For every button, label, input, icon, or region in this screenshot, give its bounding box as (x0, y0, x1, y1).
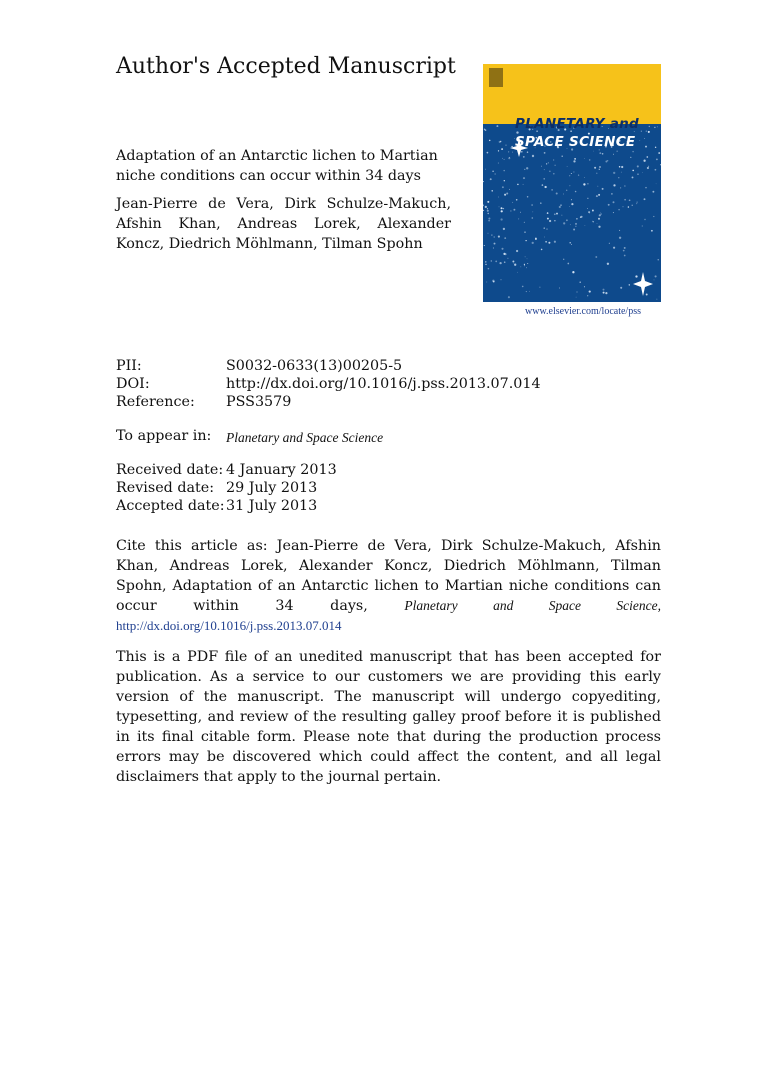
journal-name: Planetary and Space Science (226, 430, 384, 445)
received-date-value: 4 January 2013 (226, 462, 337, 478)
doi-value[interactable]: http://dx.doi.org/10.1016/j.pss.2013.07.014 (226, 376, 541, 392)
citation-text: Cite this article as: Jean-Pierre de Vera, Dirk Schulze-Makuch, Afshin Khan, Andreas Lorek, Alexander Koncz, Diedrich Möhlmann, Tilman Spohn, Adaptation of an Antarctic lichen to Martian niche conditions can occur within 34 days, (116, 538, 661, 614)
appear-in-label: To appear in: (116, 428, 212, 444)
citation-journal: Planetary and Space Science, (404, 598, 661, 613)
journal-cover-image (483, 64, 661, 302)
doi-label: DOI: (116, 376, 150, 392)
citation-paragraph (116, 536, 661, 636)
pii-label: PII: (116, 358, 142, 374)
disclaimer-paragraph: This is a PDF file of an unedited manuscript that has been accepted for publication. As a service to our customers we are providing this early version of the manuscript. The manuscript will undergo copyediting, typesetting, and review of the resulting galley proof before it is published in its final citable form. Please note that during the production process errors may be discovered which could affect the content, and all legal disclaimers that apply to the journal pertain. (116, 649, 661, 785)
reference-value: PSS3579 (226, 394, 292, 410)
cover-title-line2: SPACE SCIENCE (515, 134, 636, 150)
author-list: Jean-Pierre de Vera, Dirk Schulze-Makuch, Afshin Khan, Andreas Lorek, Alexander Koncz, Diedrich Möhlmann, Tilman Spohn (116, 196, 451, 252)
received-date-label: Received date: (116, 462, 224, 478)
pii-value: S0032-0633(13)00205-5 (226, 358, 403, 374)
journal-url-link[interactable]: www.elsevier.com/locate/pss (525, 306, 641, 317)
manuscript-heading: Author's Accepted Manuscript (116, 54, 456, 79)
revised-date-label: Revised date: (116, 480, 215, 496)
star-field-image (483, 64, 661, 302)
article-title: Adaptation of an Antarctic lichen to Martian niche conditions can occur within 34 days (116, 148, 438, 184)
accepted-date-label: Accepted date: (116, 498, 225, 514)
revised-date-value: 29 July 2013 (226, 480, 318, 496)
reference-label: Reference: (116, 394, 195, 410)
citation-doi-link[interactable]: http://dx.doi.org/10.1016/j.pss.2013.07.014 (116, 618, 342, 633)
accepted-date-value: 31 July 2013 (226, 498, 318, 514)
cover-title-line1: PLANETARY and (515, 116, 639, 132)
